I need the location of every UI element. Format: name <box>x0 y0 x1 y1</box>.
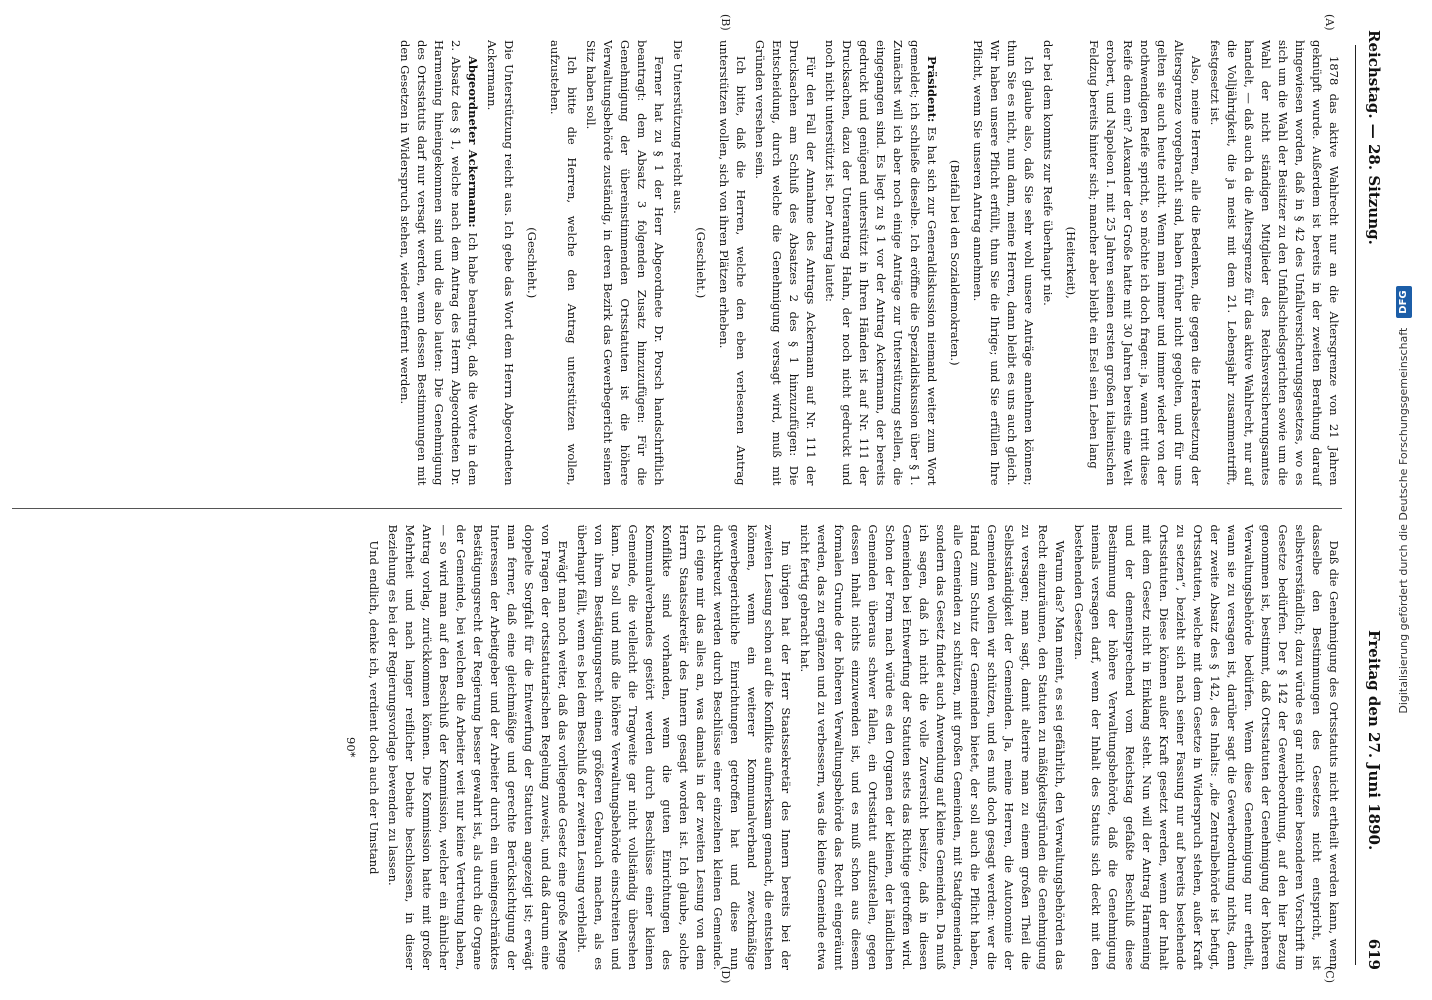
paragraph: Und endlich, denke ich, verdient doch auch der Umstand <box>367 540 381 875</box>
paragraph: Für den Fall der Annahme des Antrags Ackermann auf Nr. 111 der Drucksachen am Schluß des Absatzes 2 des § 1 hinzuzufügen: Die Entscheidung, durch welche die Genehmigung versagt wird, muß mit Gründen versehen sein. <box>753 40 818 486</box>
header-date: Freitag den 27. Juni 1890. <box>1365 630 1383 851</box>
margin-marker-a: (A) <box>1323 14 1336 31</box>
reaction: (Geschieht.) <box>694 227 708 299</box>
watermark-text: Digitalisierung gefördert durch die Deutsche Forschungsgemeinschaft <box>1397 327 1410 714</box>
right-column <box>12 508 1342 971</box>
paragraph: Die Unterstützung reicht aus. Ich gebe das Wort dem Herrn Abgeordneten Ackermann. <box>485 40 516 486</box>
speech-text: Es hat sich zur Generaldiskussion niemand weiter zum Wort gemeldet; ich schließe dieselbe. Ich eröffne die Spezialdiskussion über § 1. Zunächst will ich aber noch einige Anträge zur Unterstützung stellen, die eingegangen sind. Es liegt zu § 1 vor der Antrag Ackermann, der bereits gedruckt und genügend unterstützt in Ihren Händen ist auf Nr. 111 der Drucksachen, dazu der Unterantrag Hahn, der noch nicht gedruckt und noch nicht unterstützt ist. Der Antrag lautet: <box>823 40 939 486</box>
reaction: (Heiterkeit), <box>1064 226 1078 299</box>
reaction: (Beifall bei den Sozialdemokraten.) <box>948 159 962 366</box>
text-columns <box>12 40 1342 970</box>
paragraph: Ich glaube also, daß Sie sehr wohl unsere Anträge annehmen können; thun Sie es nicht, nun dann, meine Herren, dann bleibt es uns auch gleich. Wir haben unsere Pflicht erfüllt, thun Sie die Ihrige; und Sie erfüllen Ihre Pflicht, wenn Sie unseren Antrag annehmen. <box>971 40 1036 486</box>
paragraph: Ich bitte die Herren, welche den Antrag unterstützen wollen, aufzustehen. <box>548 40 579 486</box>
dfg-logo: DFG <box>1396 286 1412 317</box>
reaction: (Geschieht.) <box>525 227 539 299</box>
paragraph: Warum das? Man meint, es sei gefährlich, den Verwaltungsbehörden das Recht einzuräumen, den Statuten zu mäßigkeitsgründen die Genehmigung zu versagen; man sagt, damit alterire man zu einem großen Theil die Selbstständigkeit der Gemeinden. Ja, meine Herren, die Autonomie der Gemeinden wollen wir schützen, und es muß doch gesagt werden: wer die Hand zum Schutz der Gemeinden bietet, der soll auch die Pflicht haben, alle Gemeinden zu schützen, mit großen Gemeinden, mit Stadtgemeinden, sondern das Gesetz findet auch Anwendung auf kleine Gemeinden. Da muß ich sagen, daß ich nicht die volle Zuversicht besitze, daß in diesen Gemeinden bei Entwerfung der Statuten stets das Richtige getroffen wird. Schon der Form nach würde es den Organen der kleinen, der ländlichen Gemeinden überaus schwer fallen, ein Ortsstatut aufzustellen, gegen dessen Inhalt nichts einzuwenden ist, und es muß schon aus diesem formalen Grunde der höheren Verwaltungsbehörde das Recht eingeräumt werden, das zu ergänzen und zu verbessern, was die kleine Gemeinde etwa nicht fertig gebracht hat. <box>798 524 1067 970</box>
paragraph: der bei dem kommts zur Reife überhaupt nie. <box>1041 40 1055 306</box>
page-number: 619 <box>1365 938 1383 970</box>
paragraph <box>821 40 940 486</box>
paragraph <box>396 40 481 486</box>
sheet-signature: 90* <box>344 737 358 758</box>
speaker-name: Abgeordneter Ackermann: <box>466 56 480 228</box>
margin-marker-d: (D) <box>719 966 732 984</box>
margin-marker-c: (C) <box>1323 966 1336 983</box>
margin-marker-b: (B) <box>719 14 732 31</box>
paragraph: Im übrigen hat der Herr Staatssekretär des Innern bereits bei der zweiten Lesung schon auf die Konflikte aufmerksam gemacht, die entstehen können, wenn ein weiterer Kommunalverband zweckmäßige gewerbegerichtliche Einrichtungen getroffen hat und diese nun durchkreuzt werden durch Beschlüsse einer einzelnen kleinen Gemeinde. Ich eigne mir das alles an, was damals in der zweiten Lesung von dem Herrn Staatssekretär des Innern gesagt worden ist. Ich glaube, solche Konflikte sind vorhanden, wenn die guten Einrichtungen des Kommunalverbandes gestört werden durch Beschlüsse einer kleinen Gemeinde, die vielleicht die Tragweite gar nicht vollständig übersehen kann. Da soll und muß die höhere Verwaltungsbehörde einschreiten und von ihrem Bestätigungsrecht einen größeren Gebrauch machen, als es überhaupt fällt, wenn es bei dem Beschluß der zweiten Lesung verbleibt. <box>575 524 793 970</box>
paragraph: 1878 das aktive Wahlrecht nur an die Altersgrenze von 21 Jahren geknüpft wurde. Außerdem ist bereits in der zweiten Berathung darauf hingewiesen worden, daß in § 42 des Unfallversicherungsgesetzes, wo es sich um die Wahl der Beisitzer zu den Unfallschiedsgerichten sowie um die Wahl der nicht ständigen Mitglieder des Reichsversicherungsamtes handelt, — daß auch da die Altersgrenze für das aktive Wahlrecht, nur auf die Volljährigkeit, die ja meist mit dem 21. Lebensjahr zusammentrifft, festgesetzt ist. <box>1208 40 1341 486</box>
page-header <box>1356 30 1392 970</box>
paragraph: Erwägt man noch weiter, daß das vorliegende Gesetz eine große Menge von Fragen der ortsstatutarischen Regelung zuweist, und daß darum eine doppelte Sorgfalt für die Entwerfung der Statuten angezeigt ist; erwägt man ferner, daß eine gleichmäßige und gerechte Berücksichtigung der Interessen der Arbeitgeber und der Arbeiter durch ein uneingeschränktes Bestätigungsrecht der Regierung besser gewahrt ist, als durch die Organe der Gemeinde, bei welchen die Arbeiter weit nur keine Vertretung haben, — so wird man auf den Beschluß der Kommission, welcher ein ähnlicher Antrag vorlag, zurückkommen können. Die Kommission hatte mit großer Mehrheit und nach langer reiflicher Debatte beschlossen, in dieser Beziehung es bei der Regierungsvorlage bewenden zu lassen. <box>386 524 570 970</box>
paragraph: Die Unterstützung reicht aus. <box>671 40 685 214</box>
left-column <box>12 40 1342 486</box>
header-rule <box>1355 45 1356 965</box>
paragraph: Ich bitte, daß die Herren, welche den eben verlesenen Antrag unterstützen wollen, sich von ihren Plätzen erheben. <box>717 40 748 486</box>
speech-text: Ich habe beantragt, daß die Worte in dem 2. Absatz des § 1, welche nach dem Antrag des Herrn Abgeordneten Dr. Harmening hineingekommen sind und die also lauten: Die Genehmigung des Ortsstatuts darf nur versagt werden, wenn dessen Bestimmungen mit den Gesetzen in Widerspruch stehen, wieder entfernt werden. <box>398 40 480 486</box>
speaker-name: Präsident: <box>925 56 939 123</box>
paragraph: Ferner hat zu § 1 der Herr Abgeordnete Dr. Porsch handschriftlich beantragt: dem Absatz 3 folgenden Zusatz hinzuzufügen: Für die Genehmigung der übereinstimmenden Ortsstatuten ist die höhere Verwaltungsbehörde zuständig, in deren Bezirk das Gewerbegericht seinen Sitz haben soll. <box>584 40 666 486</box>
paragraph: Daß die Genehmigung des Ortsstatuts nicht ertheilt werden kann, wenn dasselbe den Bestimmungen des Gesetzes nicht entspricht, ist selbstverständlich; dazu würde es gar nicht einer besonderen Vorschrift im Gesetze bedürfen. Der § 142 der Gewerbeordnung, auf den hier Bezug genommen ist, bestimmt, daß Ortsstatuten der Genehmigung der höheren Verwaltungsbehörde bedürfen. Wenn diese Genehmigung nur ertheilt, wann sie zu versagen ist, darüber sagt die Gewerbeordnung nichts, denn der zweite Absatz des § 142, des Inhalts: „die Zentralbehörde ist befugt, Ortsstatuten, welche mit dem Gesetze in Widerspruch stehen, außer Kraft zu setzen“, bezieht sich nach seiner Fassung nur auf bereits bestehende Ortsstatuten. Diese können außer Kraft gesetzt werden, wenn der Inhalt mit dem Gesetz nicht in Einklang steht. Nun will der Antrag Harmening und der dementsprechend vom Reichstag gefaßte Beschluß diese Bestimmung der höhere Verwaltungsbehörde, daß die Genehmigung niemals versagen darf, wenn der Inhalt des Statuts sich deckt mit den bestehenden Gesetzen. <box>1072 524 1341 970</box>
paragraph: Also, meine Herren, alle die Bedenken, die gegen die Herabsetzung der Altersgrenze vorgebracht sind, haben früher nicht gegolten, und für uns gelten sie auch heute nicht. Wenn man immer und immer wieder von der nothwendigen Reife spricht, so möchte ich doch fragen: ja, wann tritt diese Reife denn ein? Alexander der Große hatte mit 30 Jahren bereits eine Welt erobert, und Napoleon I. mit 25 Jahren seinen ersten großen italienischen Feldzug bereits hinter sich; mancher aber bleibt ein Esel sein Leben lang <box>1087 40 1203 486</box>
header-session: Reichstag. — 28. Sitzung. <box>1365 30 1383 245</box>
